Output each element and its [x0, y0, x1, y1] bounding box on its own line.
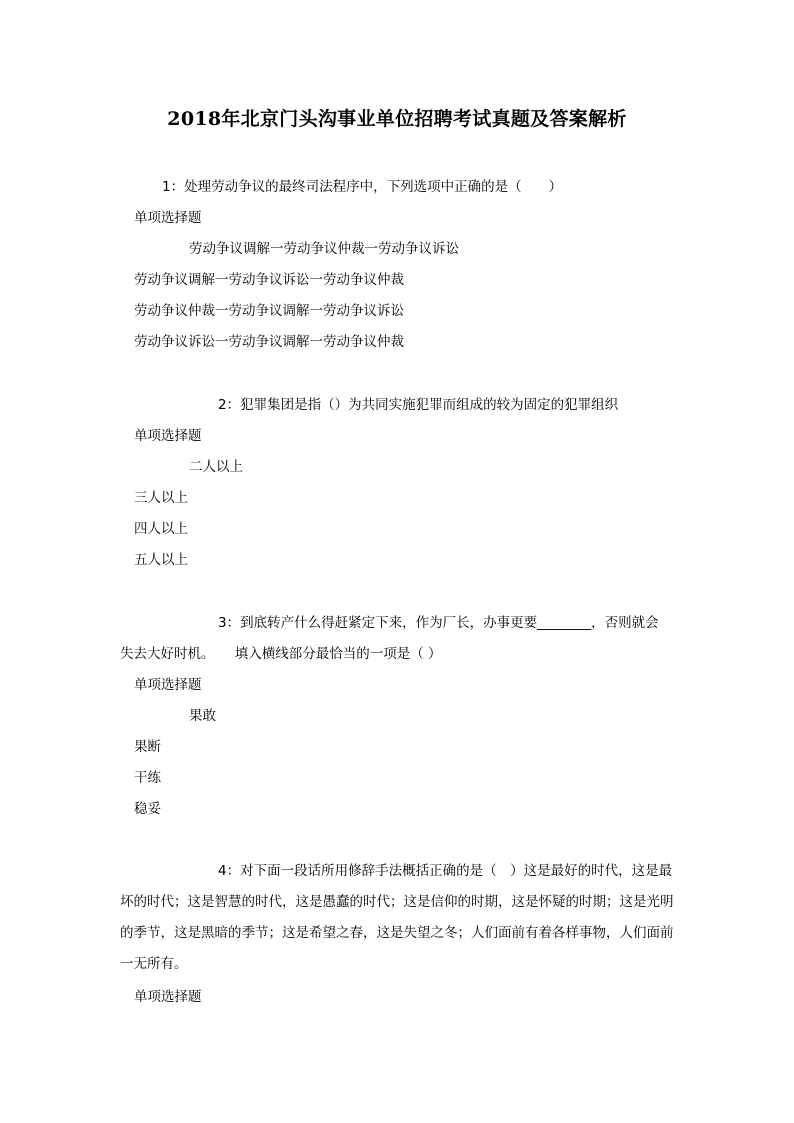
question-2-option-a[interactable]: 二人以上	[189, 459, 243, 475]
question-3-option-d[interactable]: 稳妥	[134, 801, 161, 817]
question-3-option-c[interactable]: 干练	[134, 770, 161, 786]
question-1-option-b[interactable]: 劳动争议调解一劳动争议诉讼一劳动争议仲裁	[134, 272, 404, 288]
question-2-option-d[interactable]: 五人以上	[134, 552, 188, 568]
question-4-stem: 4：对下面一段话所用修辞手法概括正确的是（ ）这是最好的时代，这是最坏的时代；这是智慧的时代，这是愚蠢的时代；这是信仰的时期，这是怀疑的时期；这是光明的季节，这是黑暗的季节；这是希望之春，这是失望之冬；人们面前有着各样事物，人们面前一无所有。	[120, 863, 674, 972]
question-2-option-c[interactable]: 四人以上	[134, 521, 188, 537]
question-1-option-d[interactable]: 劳动争议诉讼一劳动争议调解一劳动争议仲裁	[134, 334, 404, 350]
question-2-type: 单项选择题	[134, 428, 202, 444]
question-4-stem-paragraph	[120, 856, 676, 980]
question-3-stem-line-2: 失去大好时机。 填入横线部分最恰当的一项是（ ）	[120, 646, 442, 662]
question-2-stem: 2：犯罪集团是指（）为共同实施犯罪而组成的较为固定的犯罪组织	[218, 397, 619, 413]
question-1-type: 单项选择题	[134, 210, 202, 226]
question-2-option-b[interactable]: 三人以上	[134, 490, 188, 506]
question-3-option-a[interactable]: 果敢	[189, 708, 216, 724]
question-3-stem-line-1: 3：到底转产什么得赶紧定下来，作为厂长，办事更要________，否则就会	[218, 615, 659, 631]
question-1-option-c[interactable]: 劳动争议仲裁一劳动争议调解一劳动争议诉讼	[134, 303, 404, 319]
page-title: 2018年北京门头沟事业单位招聘考试真题及答案解析	[167, 108, 627, 130]
question-1-stem: 1：处理劳动争议的最终司法程序中，下列选项中正确的是（ ）	[162, 179, 563, 195]
question-3-option-b[interactable]: 果断	[134, 739, 161, 755]
question-3-type: 单项选择题	[134, 677, 202, 693]
question-1-option-a[interactable]: 劳动争议调解一劳动争议仲裁一劳动争议诉讼	[189, 241, 459, 257]
question-4-type: 单项选择题	[134, 989, 202, 1005]
